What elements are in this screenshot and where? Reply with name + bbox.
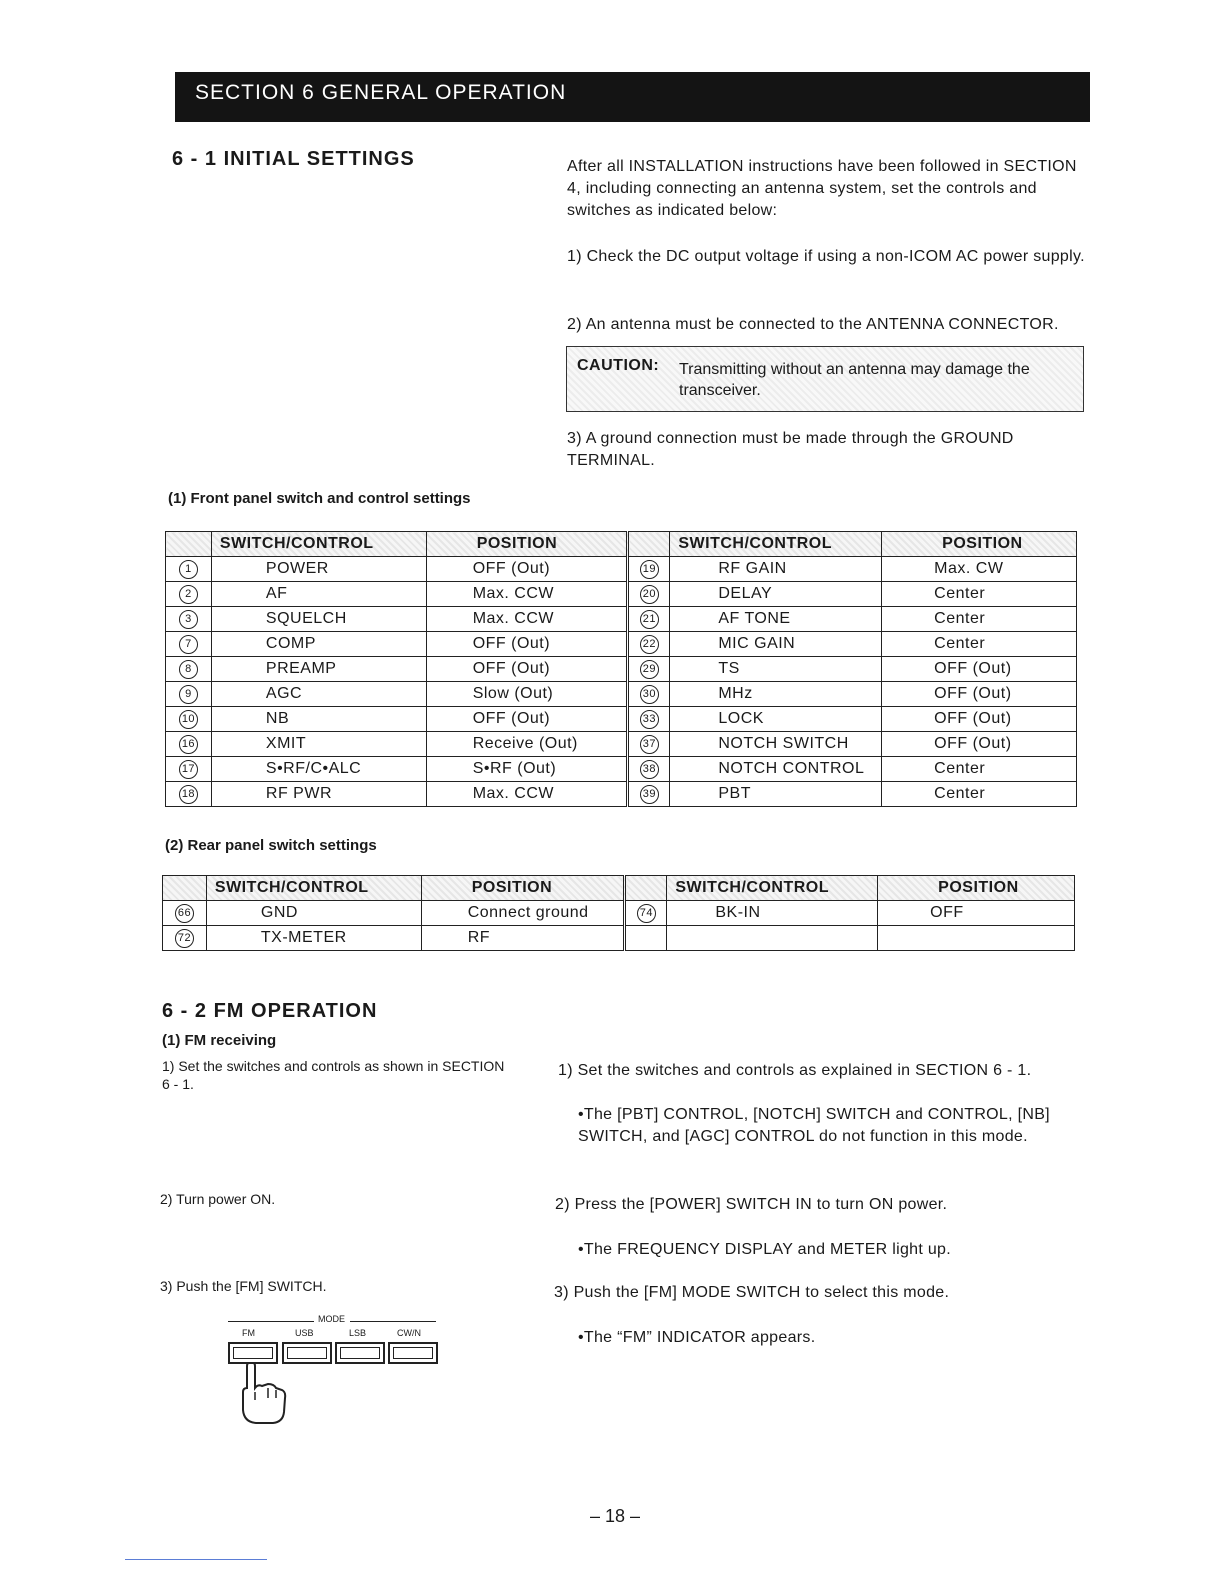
item-number: 10 xyxy=(179,710,198,729)
position-cell: Center xyxy=(882,757,1077,782)
position-cell: Center xyxy=(882,582,1077,607)
position-cell: OFF (Out) xyxy=(882,732,1077,757)
item-number-cell xyxy=(625,926,667,951)
position-cell: Max. CCW xyxy=(426,607,628,632)
position-cell: Max. CCW xyxy=(426,782,628,807)
item-number: 8 xyxy=(179,660,198,679)
position-cell: Center xyxy=(882,632,1077,657)
caution-label: CAUTION: xyxy=(577,357,660,374)
left-step-2: 2) Turn power ON. xyxy=(160,1191,276,1207)
table-row xyxy=(166,582,1077,607)
header-switch-control: SWITCH/CONTROL xyxy=(211,532,426,557)
pointing-hand-icon xyxy=(238,1362,288,1424)
position-cell: OFF (Out) xyxy=(882,657,1077,682)
switch-control-cell: RF PWR xyxy=(211,782,426,807)
position-cell: Center xyxy=(882,607,1077,632)
item-number: 33 xyxy=(640,710,659,729)
rear-panel-title: (2) Rear panel switch settings xyxy=(165,837,377,854)
switch-control-cell: DELAY xyxy=(670,582,882,607)
item-number-cell xyxy=(625,901,667,926)
step-1-text: 1) Check the DC output voltage if using a non-ICOM AC power supply. xyxy=(567,248,1085,265)
item-number-cell xyxy=(166,607,212,632)
table-header-row xyxy=(166,532,1077,557)
table-row xyxy=(166,757,1077,782)
fm-key xyxy=(228,1342,278,1364)
switch-control-cell: AF TONE xyxy=(670,607,882,632)
switch-control-cell: TX-METER xyxy=(206,926,421,951)
header-spacer xyxy=(166,532,212,557)
fm-receiving-title: (1) FM receiving xyxy=(162,1032,277,1049)
table-row xyxy=(166,657,1077,682)
table-row xyxy=(166,607,1077,632)
mode-bracket-line xyxy=(350,1321,436,1322)
item-number: 37 xyxy=(640,735,659,754)
item-number-cell xyxy=(163,901,207,926)
item-number: 39 xyxy=(640,785,659,804)
header-switch-control: SWITCH/CONTROL xyxy=(670,532,882,557)
step-3-text: 3) A ground connection must be made through the GROUND TERMINAL. xyxy=(567,430,1014,469)
right-step-1-note: •The [PBT] CONTROL, [NOTCH] SWITCH and CONTROL, [NB] SWITCH, and [AGC] CONTROL do not function in this mode. xyxy=(578,1106,1050,1145)
item-number-cell xyxy=(163,926,207,951)
left-step-1: 1) Set the switches and controls as shown in SECTION 6 - 1. xyxy=(162,1058,505,1092)
position-cell: Max. CW xyxy=(882,557,1077,582)
position-cell: OFF (Out) xyxy=(426,657,628,682)
step-2-text: 2) An antenna must be connected to the ANTENNA CONNECTOR. xyxy=(567,316,1059,333)
item-number: 22 xyxy=(640,635,659,654)
switch-control-cell: POWER xyxy=(211,557,426,582)
item-number-cell xyxy=(628,557,670,582)
lsb-key xyxy=(335,1342,385,1364)
position-cell: OFF (Out) xyxy=(426,707,628,732)
switch-control-cell: MIC GAIN xyxy=(670,632,882,657)
switch-control-cell: SQUELCH xyxy=(211,607,426,632)
header-position: POSITION xyxy=(882,532,1077,557)
item-number-cell xyxy=(628,582,670,607)
heading-initial-settings: 6 - 1 INITIAL SETTINGS xyxy=(172,148,415,170)
switch-control-cell: XMIT xyxy=(211,732,426,757)
position-cell: OFF (Out) xyxy=(426,557,628,582)
key-label-lsb: LSB xyxy=(349,1328,367,1338)
right-step-3: 3) Push the [FM] MODE SWITCH to select this mode. xyxy=(554,1284,950,1301)
switch-control-cell: BK-IN xyxy=(667,901,878,926)
table-row xyxy=(166,732,1077,757)
header-position: POSITION xyxy=(878,876,1075,901)
table-row xyxy=(163,926,1075,951)
item-number-cell xyxy=(628,707,670,732)
item-number-cell xyxy=(166,557,212,582)
item-number: 29 xyxy=(640,660,659,679)
item-number: 74 xyxy=(637,904,656,923)
page-number: – 18 – xyxy=(590,1506,641,1526)
usb-key xyxy=(282,1342,332,1364)
item-number-cell xyxy=(628,657,670,682)
item-number-cell xyxy=(166,632,212,657)
table-row xyxy=(166,707,1077,732)
position-cell: OFF (Out) xyxy=(426,632,628,657)
table-row xyxy=(166,782,1077,807)
position-cell: S•RF (Out) xyxy=(426,757,628,782)
mode-switch-diagram xyxy=(228,1314,440,1424)
item-number-cell xyxy=(166,707,212,732)
caution-text: Transmitting without an antenna may damage the transceiver. xyxy=(679,361,1030,399)
left-step-3: 3) Push the [FM] SWITCH. xyxy=(160,1278,327,1294)
item-number: 17 xyxy=(179,760,198,779)
header-spacer xyxy=(163,876,207,901)
item-number: 16 xyxy=(179,735,198,754)
front-panel-table xyxy=(165,531,1077,807)
switch-control-cell: NB xyxy=(211,707,426,732)
item-number: 21 xyxy=(640,610,659,629)
item-number-cell xyxy=(166,782,212,807)
section-title: SECTION 6 GENERAL OPERATION xyxy=(195,81,567,104)
switch-control-cell: S•RF/C•ALC xyxy=(211,757,426,782)
table-row xyxy=(166,682,1077,707)
key-label-usb: USB xyxy=(295,1328,314,1338)
mode-label: MODE xyxy=(318,1314,345,1324)
key-label-cwn: CW/N xyxy=(397,1328,421,1338)
switch-control-cell: COMP xyxy=(211,632,426,657)
item-number: 66 xyxy=(175,904,194,923)
item-number: 2 xyxy=(179,585,198,604)
switch-control-cell: NOTCH CONTROL xyxy=(670,757,882,782)
position-cell: OFF (Out) xyxy=(882,707,1077,732)
item-number: 18 xyxy=(179,785,198,804)
intro-paragraph: After all INSTALLATION instructions have been followed in SECTION 4, including connecting an antenna system, set the controls and switches as indicated below: xyxy=(567,158,1077,219)
switch-control-cell: PBT xyxy=(670,782,882,807)
switch-control-cell: AF xyxy=(211,582,426,607)
right-step-1: 1) Set the switches and controls as explained in SECTION 6 - 1. xyxy=(558,1062,1032,1079)
switch-control-cell: RF GAIN xyxy=(670,557,882,582)
table-row xyxy=(166,632,1077,657)
position-cell: Center xyxy=(882,782,1077,807)
item-number: 20 xyxy=(640,585,659,604)
rear-panel-table xyxy=(162,875,1075,951)
right-step-3-note: •The “FM” INDICATOR appears. xyxy=(578,1329,816,1346)
key-label-fm: FM xyxy=(242,1328,255,1338)
item-number: 7 xyxy=(179,635,198,654)
section-banner xyxy=(175,72,1090,122)
header-spacer xyxy=(628,532,670,557)
item-number: 30 xyxy=(640,685,659,704)
position-cell: RF xyxy=(421,926,625,951)
right-step-2-note: •The FREQUENCY DISPLAY and METER light up. xyxy=(578,1241,952,1258)
item-number-cell xyxy=(166,582,212,607)
header-position: POSITION xyxy=(421,876,625,901)
position-cell: OFF (Out) xyxy=(882,682,1077,707)
header-spacer xyxy=(625,876,667,901)
item-number: 1 xyxy=(179,560,198,579)
position-cell: Slow (Out) xyxy=(426,682,628,707)
position-cell: Receive (Out) xyxy=(426,732,628,757)
table-header-row xyxy=(163,876,1075,901)
item-number-cell xyxy=(166,657,212,682)
switch-control-cell xyxy=(667,926,878,951)
item-number-cell xyxy=(628,682,670,707)
item-number: 9 xyxy=(179,685,198,704)
switch-control-cell: TS xyxy=(670,657,882,682)
caution-box xyxy=(566,346,1084,412)
mode-bracket-line xyxy=(228,1321,314,1322)
footer-link-line xyxy=(125,1559,267,1560)
item-number-cell xyxy=(166,757,212,782)
switch-control-cell: LOCK xyxy=(670,707,882,732)
item-number-cell xyxy=(628,732,670,757)
switch-control-cell: PREAMP xyxy=(211,657,426,682)
table-row xyxy=(163,901,1075,926)
position-cell: Connect ground xyxy=(421,901,625,926)
position-cell: Max. CCW xyxy=(426,582,628,607)
item-number-cell xyxy=(628,632,670,657)
item-number: 72 xyxy=(175,929,194,948)
cwn-key xyxy=(388,1342,438,1364)
item-number-cell xyxy=(628,757,670,782)
item-number: 19 xyxy=(640,560,659,579)
header-position: POSITION xyxy=(426,532,628,557)
switch-control-cell: AGC xyxy=(211,682,426,707)
heading-fm-operation: 6 - 2 FM OPERATION xyxy=(162,1000,378,1022)
item-number-cell xyxy=(166,732,212,757)
switch-control-cell: GND xyxy=(206,901,421,926)
item-number-cell xyxy=(166,682,212,707)
table-row xyxy=(166,557,1077,582)
switch-control-cell: NOTCH SWITCH xyxy=(670,732,882,757)
right-step-2: 2) Press the [POWER] SWITCH IN to turn ON power. xyxy=(555,1196,948,1213)
position-cell xyxy=(878,926,1075,951)
header-switch-control: SWITCH/CONTROL xyxy=(667,876,878,901)
switch-control-cell: MHz xyxy=(670,682,882,707)
item-number: 38 xyxy=(640,760,659,779)
front-panel-title: (1) Front panel switch and control settings xyxy=(168,490,471,507)
item-number-cell xyxy=(628,782,670,807)
header-switch-control: SWITCH/CONTROL xyxy=(206,876,421,901)
position-cell: OFF xyxy=(878,901,1075,926)
item-number-cell xyxy=(628,607,670,632)
item-number: 3 xyxy=(179,610,198,629)
